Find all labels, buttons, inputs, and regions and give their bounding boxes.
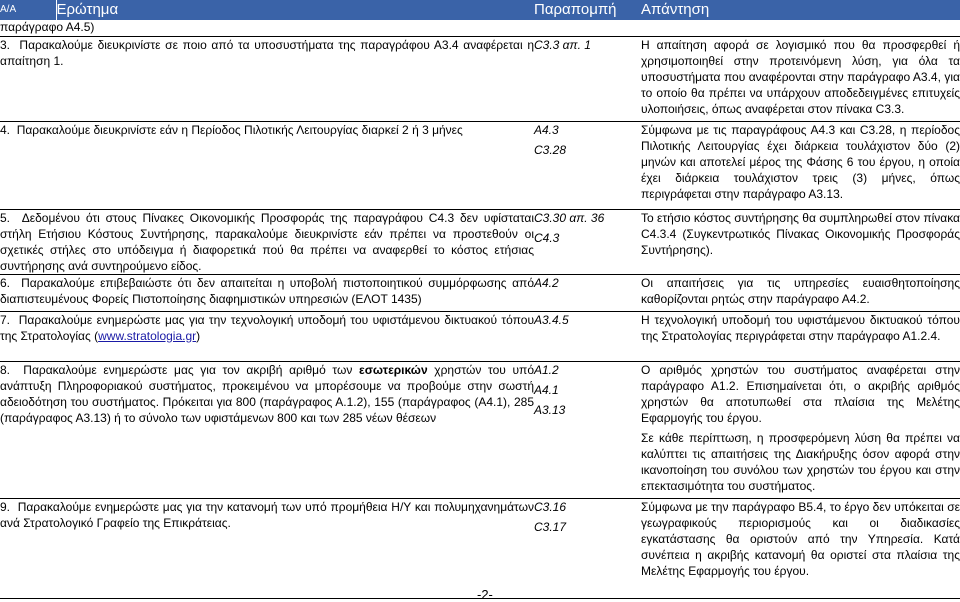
header-reference: Παραπομπή: [534, 1, 617, 18]
question-text: Παρακαλούμε διευκρινίστε σε ποιο από τα υποσυστήματα της παραγράφου Α3.4 αναφέρεται η απαίτηση 1.: [0, 37, 534, 68]
question-text: Παρακαλούμε επιβεβαιώστε ότι δεν απαιτείται η υποβολή πιστοποιητικού συμμόρφωσης από διαπιστευμένους Φορείς Πιστοποίησης διαφημιστικών υπηρεσιών (ΕΛΟΤ 1435): [0, 275, 534, 306]
answer-cell: [641, 36, 960, 121]
reference-text: Α1.2: [534, 362, 559, 377]
row-number: 9.: [0, 499, 11, 514]
question-text-end: χρηστών του υπό ανάπτυξη Πληροφοριακού συστήματος, προκειμένου να μπορέσουμε να προβούμε στην σωστή αδειοδότηση του συστήματος. Πρόκειται για 800 (παράγραφος Α.1.2), 155 (παράγραφος (Α4.1), 285 (παράγραφος Α3.13) ή το σύνολο των υφιστάμενων 800 και των 285 νέων θέσεων: [0, 362, 535, 425]
reference-text: Α3.13: [534, 402, 566, 417]
stratologia-link[interactable]: www.stratologia.gr: [98, 328, 197, 343]
row-number: 8.: [0, 362, 11, 377]
reference-cell: [534, 209, 641, 274]
question-cell: [0, 36, 534, 121]
question-cell: [0, 209, 534, 274]
row-number: 6.: [0, 275, 11, 290]
reference-text: Α4.2: [534, 275, 559, 290]
question-cell: [0, 274, 534, 311]
answer-cell: [641, 274, 960, 311]
question-text: Δεδομένου ότι στους Πίνακες Οικονομικής Προσφοράς της παραγράφου C4.3 δεν υφίσταται στήλη Ετήσιου Κόστους Συντήρησης, παρακαλούμε διευκρινίστε εάν πρέπει να προστεθούν οι σχετικές στήλες στο υπόδειγμα ή διαφορετικά πού θα πρέπει να αναφερθεί το κόστος ετήσιας συντήρησης ανά συντηρούμενο είδος.: [0, 210, 534, 273]
table-row: [0, 498, 960, 598]
reference-cell: [534, 311, 641, 361]
answer-text: Η τεχνολογική υποδομή του υφιστάμενου δικτυακού τόπου της Στρατολογίας περιγράφεται στην παράγραφο Α1.2.4.: [641, 312, 960, 343]
table-row: [0, 361, 960, 498]
header-question: Ερώτημα: [56, 0, 534, 20]
answer-cell: [641, 498, 960, 598]
table-row: [0, 311, 960, 361]
question-text-start: Παρακαλούμε ενημερώστε μας για την τεχνολογική υποδομή του υφιστάμενου δικτυακού τόπου της Στρατολογίας (: [0, 312, 535, 343]
reference-text: Α4.1: [534, 382, 559, 397]
answer-cell: [641, 361, 960, 498]
row-number: 3.: [0, 37, 11, 52]
reference-cell: [534, 498, 641, 598]
question-bold-text: εσωτερικών: [359, 362, 428, 377]
answer-text: Σύμφωνα με την παράγραφο Β5.4, το έργο δεν υπόκειται σε γεωγραφικούς περιορισμούς και οι διαδικασίες εγκατάστασης θα οριστούν από την Υπηρεσία. Κατά συνέπεια η ακριβής κατανομή θα οριστεί στα πλαίσια της Μελέτης Εφαρμογής του έργου.: [641, 499, 960, 578]
reference-text: Α3.4.5: [534, 312, 569, 327]
answer-text: Οι απαιτήσεις για τις υπηρεσίες ευαισθητοποίησης καθορίζονται ρητώς στην παράγραφο Α4.2.: [641, 275, 960, 306]
question-cell: [0, 498, 534, 598]
table-row: [0, 274, 960, 311]
question-cell: [0, 311, 534, 361]
header-aa: A/A: [0, 4, 17, 15]
answer-text: Σύμφωνα με τις παραγράφους Α4.3 και C3.28, η περίοδος Πιλοτικής Λειτουργίας έχει διάρκεια τουλάχιστον δύο (2) μηνών και αποτελεί μέρος της Φάσης 6 του έργου, η οποία έχει διάρκεια τουλάχιστον τρεις (3) μήνες, όπως περιγράφεται στην παράγραφο Α3.13.: [641, 122, 960, 201]
reference-cell: [534, 36, 641, 121]
row-number: 4.: [0, 122, 11, 137]
question-cell: [0, 361, 534, 498]
answer-text: Σε κάθε περίπτωση, η προσφερόμενη λύση θα πρέπει να καλύπτει τις απαιτήσεις της Διακήρυξης όσον αφορά στην ικανοποίηση του συνόλου των χρηστών του έργου και στην επεκτασιμότητα του συστήματος.: [641, 430, 960, 493]
reference-cell: [534, 121, 641, 209]
carryover-question: παράγραφο Α4.5): [0, 20, 95, 34]
question-cell: [0, 121, 534, 209]
answer-text: Ο αριθμός χρηστών του συστήματος αναφέρεται στην παράγραφο Α1.2. Επισημαίνεται ότι, ο ακριβής αριθμός χρηστών θα αποτυπωθεί στα πλαίσια της Μελέτης Εφαρμογής του έργου.: [641, 362, 960, 425]
table-row: [0, 121, 960, 209]
row-number: 7.: [0, 312, 11, 327]
reference-text: C3.3 απ. 1: [534, 37, 591, 52]
question-text-start: Παρακαλούμε ενημερώστε μας για τον ακριβή αριθμό των: [23, 362, 359, 377]
reference-text: C4.3: [534, 230, 560, 245]
page-number: -2-: [477, 587, 493, 602]
reference-cell: [534, 274, 641, 311]
row-number: 5.: [0, 210, 11, 225]
reference-text: C3.28: [534, 142, 567, 157]
answer-cell: [641, 121, 960, 209]
table-row: [0, 209, 960, 274]
answer-text: Το ετήσιο κόστος συντήρησης θα συμπληρωθεί στον πίνακα C4.3.4 (Συγκεντρωτικός Πίνακας Οικονομικής Προσφοράς Συντήρησης).: [641, 210, 960, 257]
answer-text: Η απαίτηση αφορά σε λογισμικό που θα προσφερθεί ή χρησιμοποιηθεί στην προτεινόμενη λύση, για όλα τα υποσυστήματα που αναφέρονται στην παράγραφο Α3.4, για το οποίο θα πρέπει να υπάρχουν αποδεδειγμένες επιτυχείς υλοποιήσεις, όπως αναφέρεται στον πίνακα C3.3.: [641, 37, 960, 116]
table-row: [0, 36, 960, 121]
reference-text: C3.17: [534, 519, 567, 534]
table-row-carryover: [0, 20, 960, 36]
question-text: Παρακαλούμε διευκρινίστε εάν η Περίοδος Πιλοτικής Λειτουργίας διαρκεί 2 ή 3 μήνες: [16, 122, 463, 137]
header-answer: Απάντηση: [641, 1, 710, 18]
answer-cell: [641, 311, 960, 361]
table-header: [0, 0, 960, 20]
reference-text: C3.30 απ. 36: [534, 210, 605, 225]
question-text-end: ): [196, 328, 201, 343]
question-text: Παρακαλούμε ενημερώστε μας για την κατανομή των υπό προμήθεια Η/Υ και πολυμηχανημάτων ανά Στρατολογικό Γραφείο της Επικράτειας.: [0, 499, 534, 530]
reference-cell: [534, 361, 641, 498]
reference-text: C3.16: [534, 499, 567, 514]
answer-cell: [641, 209, 960, 274]
reference-text: Α4.3: [534, 122, 559, 137]
